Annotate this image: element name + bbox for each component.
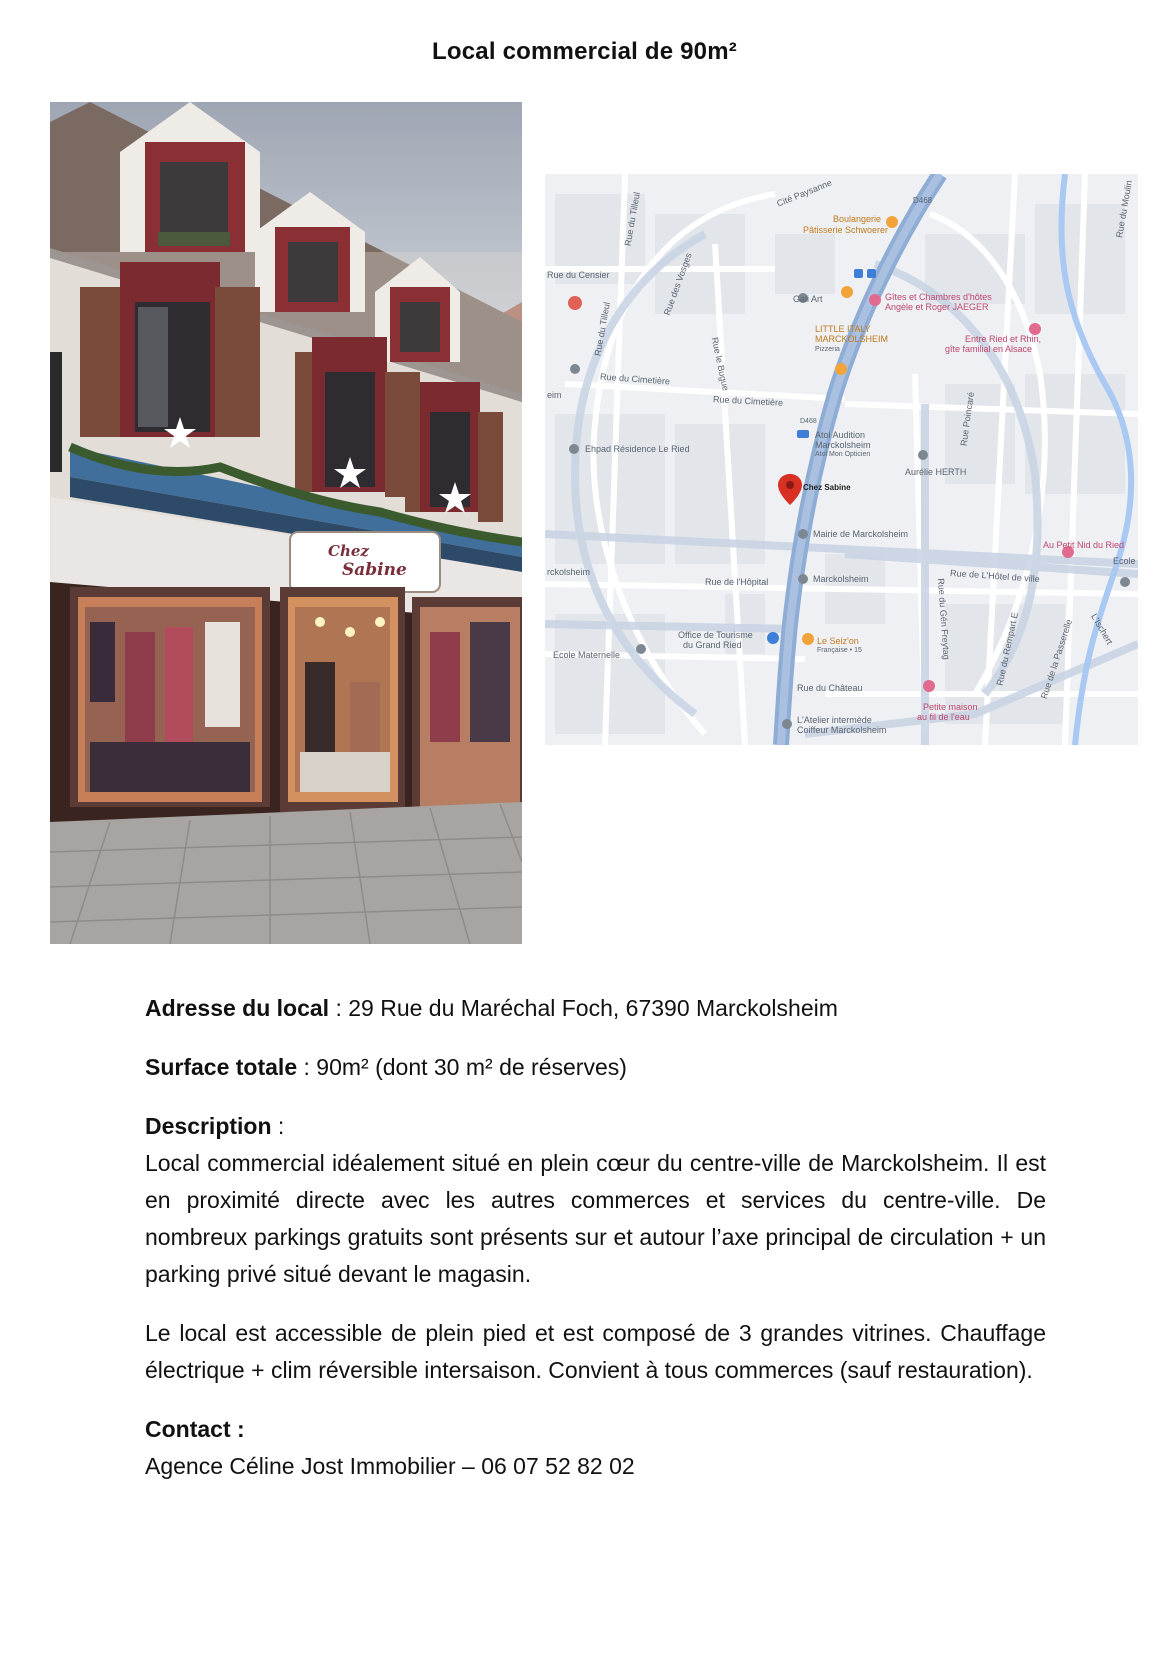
map-label-atelier-1: L'Atelier intermède	[797, 715, 872, 725]
description-paragraph-1: Local commercial idéalement situé en plein cœur du centre-ville de Marckolsheim. Il est en proximité directe avec les autres commerces et services du centre-ville. De nombreux parkings gratuits sont présents sur et autour l’axe principal de circulation + un parking privé situé devant le magasin.	[145, 1150, 1046, 1287]
description-block	[145, 1108, 1046, 1293]
map-label-rue-cimetiere-left: Rue du Cimetière	[599, 371, 671, 387]
map-label-gites-1: Gîtes et Chambres d'hôtes	[885, 292, 992, 302]
surface-line	[145, 1049, 1046, 1086]
contact-label: Contact :	[145, 1416, 245, 1442]
map-label-aurelie: Aurélie HERTH	[905, 467, 967, 477]
map-label-gites-2: Angèle et Roger JAEGER	[885, 302, 989, 312]
map-label-seizon-1: Le Seiz'on	[817, 636, 859, 646]
description-label: Description	[145, 1113, 272, 1139]
listing-details	[145, 990, 1046, 1485]
map-label-d468-top: D468	[913, 196, 933, 205]
storefront-photo	[50, 102, 522, 944]
map-label-ischert: L'Ischert	[1089, 611, 1115, 647]
map-label-rue-censier: Rue du Censier	[547, 270, 610, 280]
location-map	[545, 174, 1138, 745]
map-label-rue-gen-freytag: Rue du Gén Freytag	[935, 577, 952, 661]
map-label-ecole-maternelle: Ecole Maternelle	[553, 650, 621, 660]
map-label-ecole-right: Ecole	[1113, 556, 1136, 566]
map-label-petite-maison-2: au fil de l'eau	[917, 712, 970, 722]
map-label-rue-hopital: Rue de l'Hôpital	[705, 577, 769, 587]
map-label-mairie: Mairie de Marckolsheim	[813, 529, 909, 539]
map-label-little-italy-2: MARCKOLSHEIM	[815, 334, 889, 344]
map-label-marckolsheim: Marckolsheim	[813, 574, 869, 584]
address-line	[145, 990, 1046, 1027]
dormer-window	[120, 102, 260, 252]
map-label-rue-tilleul: Rue du Tilleul	[592, 301, 612, 357]
shop-sign-line2: Sabine	[342, 560, 407, 580]
description-colon: :	[271, 1113, 285, 1139]
map-label-atol-3: Atol Mon Opticien	[815, 451, 871, 458]
description-heading	[145, 1108, 1046, 1145]
map-label-rue-vosges: Rue des Vosges	[661, 251, 694, 317]
map-label-atol-1: Atol Audition	[815, 430, 866, 440]
map-label-atelier-2: Coiffeur Marckolsheim	[797, 725, 887, 735]
page-title: Local commercial de 90m²	[432, 38, 737, 65]
contact-block	[145, 1411, 1046, 1485]
map-label-rue-rempart: Rue du Rempart E	[994, 611, 1020, 687]
map-label-atol-2: Marckolsheim	[815, 440, 871, 450]
surface-value: : 90m² (dont 30 m² de réserves)	[297, 1054, 627, 1080]
map-pin-red	[778, 474, 802, 505]
map-label-au-petit-nid: Au Petit Nid du Ried	[1043, 540, 1125, 550]
map-label-seizon-2: Française • 15	[817, 647, 862, 654]
map-label-entre-ried-2: gîte familial en Alsace	[945, 344, 1033, 354]
address-label: Adresse du local	[145, 995, 330, 1021]
map-label-little-italy-1: LITTLE ITALY	[815, 324, 871, 334]
map-label-d468-mid: D468	[800, 418, 817, 425]
address-value: : 29 Rue du Maréchal Foch, 67390 Marckolsheim	[329, 995, 838, 1021]
map-label-eim: eim	[547, 390, 562, 400]
map-label-ehpad: Ehpad Résidence Le Ried	[585, 444, 690, 454]
map-label-office-1: Office de Tourisme	[678, 630, 753, 640]
map-label-cite-paysanne: Cité Paysanne	[775, 177, 834, 209]
map-label-rue-tilleul-top: Rue du Tilleul	[622, 191, 642, 247]
map-label-office-2: du Grand Ried	[683, 640, 742, 650]
description-paragraph-2: Le local est accessible de plein pied et est composé de 3 grandes vitrines. Chauffage électrique + clim réversible intersaison. Convient à tous commerces (sauf restauration).	[145, 1320, 1046, 1383]
map-label-entre-ried-1: Entre Ried et Rhin,	[965, 334, 1042, 344]
map-label-petite-maison-1: Petite maison	[923, 702, 978, 712]
shop-sign-line1: Chez	[328, 542, 369, 560]
map-label-rue-bugue: Rue le Bugue	[709, 336, 731, 392]
surface-label: Surface totale	[145, 1054, 298, 1080]
map-label-boulangerie-2: Pâtisserie Schwoerer	[803, 225, 889, 235]
map-label-rue-poincare: Rue Poincaré	[958, 391, 977, 447]
map-label-rue-hotel-ville: Rue de L'Hôtel de ville	[949, 567, 1041, 585]
map-label-galiart: Gali Art	[793, 294, 823, 304]
map-label-little-italy-3: Pizzeria	[815, 346, 840, 353]
map-label-chez-sabine: Chez Sabine	[803, 483, 851, 492]
map-label-rckolsheim: rckolsheim	[547, 567, 591, 577]
map-label-rue-moulin: Rue du Moulin	[1114, 179, 1134, 239]
contact-value: Agence Céline Jost Immobilier – 06 07 52 82 02	[145, 1453, 635, 1479]
map-label-boulangerie-1: Boulangerie	[833, 214, 882, 224]
shop-sign-text	[328, 542, 407, 580]
map-label-rue-passerelle: Rue de la Passerelle	[1038, 617, 1075, 701]
map-label-rue-cimetiere-right: Rue du Cimetière	[712, 394, 784, 408]
description-block-2	[145, 1315, 1046, 1389]
map-label-rue-chateau: Rue du Château	[797, 683, 863, 693]
